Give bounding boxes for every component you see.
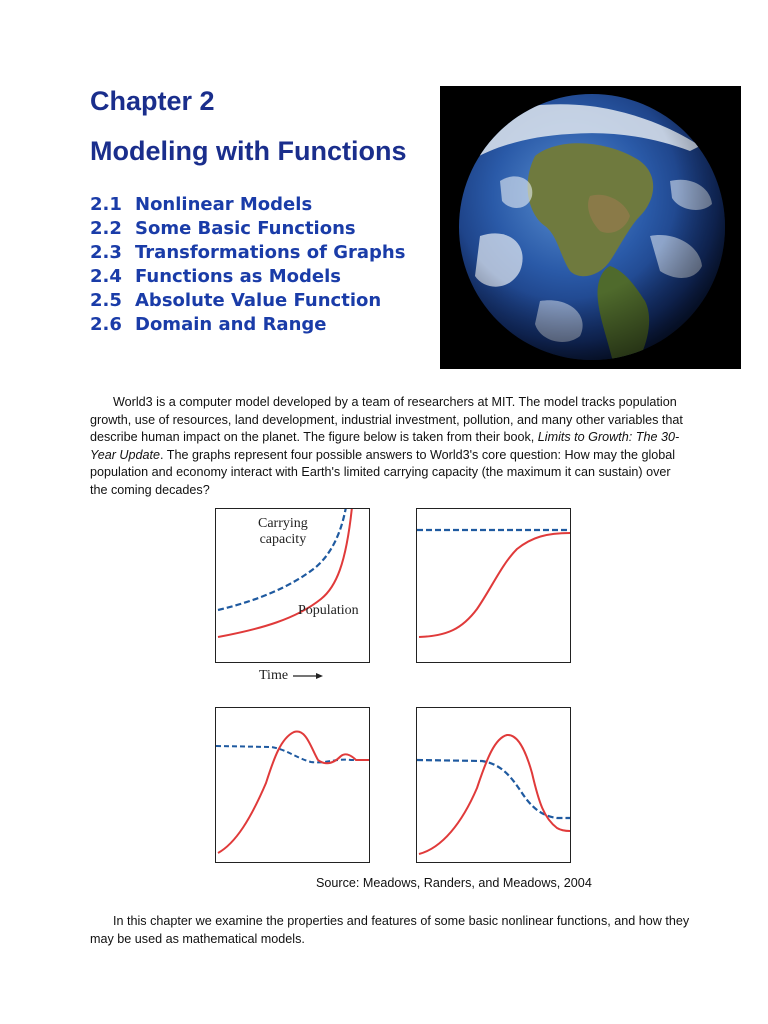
- toc-item-number: 2.4: [90, 266, 122, 287]
- intro-text-part2: . The graphs represent four possible answers to World3's core question: How may the global population and economy interact with Earth's limited carrying capacity (the maximum it can sustain) over the coming decades?: [90, 447, 676, 497]
- toc-item[interactable]: [90, 241, 405, 265]
- carrying-capacity-curve: [417, 760, 570, 818]
- toc-item-number: 2.1: [90, 194, 122, 215]
- time-axis-label: [259, 668, 324, 684]
- toc-item-title: Transformations of Graphs: [135, 242, 406, 263]
- book-title: Limits to Growth: The 30-Year Update: [90, 430, 680, 462]
- earth-image: [440, 86, 741, 369]
- figure-source: Source: Meadows, Randers, and Meadows, 2004: [316, 876, 592, 890]
- toc-item-title: Some Basic Functions: [135, 218, 356, 239]
- toc-item[interactable]: [90, 193, 405, 217]
- scenario-graph-3: [215, 707, 370, 863]
- toc-item-title: Functions as Models: [135, 266, 342, 287]
- earth-globe-graphic: [440, 86, 741, 369]
- chapter-number: Chapter 2: [90, 86, 215, 116]
- toc-item-title: Nonlinear Models: [135, 194, 313, 215]
- toc-item-number: 2.6: [90, 314, 122, 335]
- population-curve: [419, 533, 570, 637]
- intro-paragraph: [90, 394, 690, 499]
- closing-paragraph: [90, 913, 690, 948]
- carrying-capacity-label-line2: capacity: [259, 532, 307, 547]
- arrow-right-icon: [292, 671, 324, 681]
- scenario-graph-2: [416, 508, 571, 663]
- table-of-contents: [90, 193, 405, 337]
- toc-item[interactable]: [90, 313, 405, 337]
- toc-item-number: 2.2: [90, 218, 122, 239]
- graph-4-plot: [417, 708, 570, 862]
- carrying-capacity-label-line1: Carrying: [258, 516, 308, 531]
- scenario-graph-4: [416, 707, 571, 863]
- graph-3-plot: [216, 708, 369, 862]
- carrying-capacity-label: [258, 516, 308, 548]
- toc-item[interactable]: [90, 265, 405, 289]
- toc-item[interactable]: [90, 289, 405, 313]
- toc-item-title: Absolute Value Function: [135, 290, 382, 311]
- graph-2-plot: [417, 509, 570, 662]
- population-label: Population: [298, 603, 359, 618]
- toc-item[interactable]: [90, 217, 405, 241]
- toc-item-title: Domain and Range: [135, 314, 327, 335]
- chapter-title: Modeling with Functions: [90, 136, 407, 166]
- toc-item-number: 2.5: [90, 290, 122, 311]
- closing-text: In this chapter we examine the properties and features of some basic nonlinear functions, and how they may be used as mathematical models.: [90, 914, 690, 946]
- time-label-text: Time: [259, 668, 289, 683]
- population-curve: [218, 731, 369, 853]
- population-curve: [419, 735, 570, 854]
- intro-text-part1: World3 is a computer model developed by a team of researchers at MIT. The model tracks population growth, use of resources, land development, industrial investment, pollution, and many other variables that describe human impact on the planet. The figure below is taken from their book,: [90, 395, 683, 444]
- toc-item-number: 2.3: [90, 242, 122, 263]
